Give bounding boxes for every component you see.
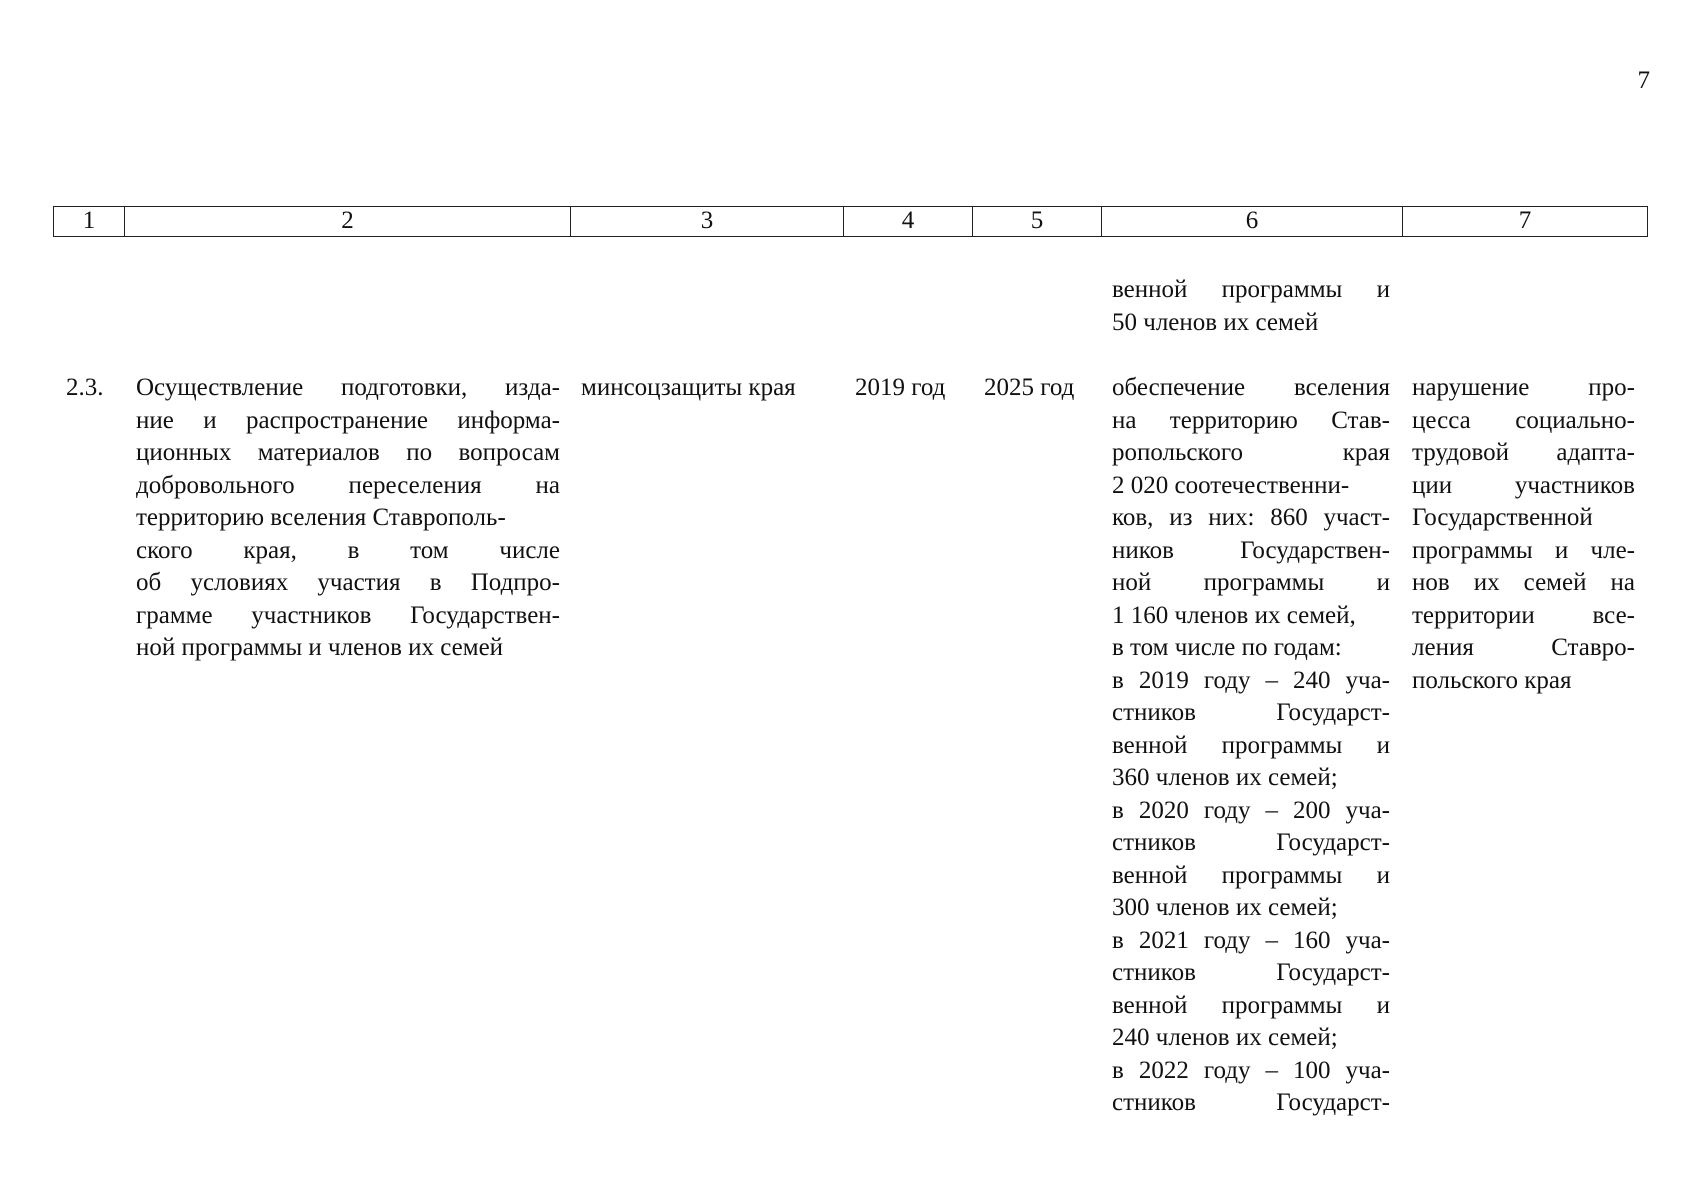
text-line: ропольского края <box>1112 439 1390 466</box>
text-line: грамме участников Государствен- <box>136 601 560 629</box>
text-line: Государственной <box>1412 504 1593 531</box>
text-line: ной программы и членов их семей <box>136 634 504 661</box>
text-line: ционных материалов по вопросам <box>136 439 560 466</box>
text-line: Осуществление подготовки, изда- <box>136 374 560 401</box>
text-line: ского края, в том числе <box>136 536 560 564</box>
end-year-cell: 2025 год <box>984 374 1075 401</box>
consequences-cell <box>1412 372 1635 697</box>
header-col-4: 4 <box>844 207 973 236</box>
text-line: об условиях участия в Подпро- <box>136 569 560 596</box>
activity-description-cell <box>136 372 560 665</box>
text-line: 50 членов их семей <box>1112 308 1319 336</box>
header-col-2: 2 <box>125 207 571 236</box>
text-line: венной программы и <box>1112 731 1390 759</box>
text-line: обеспечение вселения <box>1112 374 1390 401</box>
text-line: польского края <box>1412 666 1572 694</box>
start-year-cell: 2019 год <box>855 374 946 401</box>
header-col-1: 1 <box>54 207 125 236</box>
responsible-executor-cell: минсоцзащиты края <box>581 374 796 401</box>
header-col-5: 5 <box>973 207 1102 236</box>
text-line: 1 160 членов их семей, <box>1112 601 1356 629</box>
text-line: ние и распространение информа- <box>136 406 560 434</box>
text-line: 240 членов их семей; <box>1112 1024 1338 1051</box>
text-line: ников Государствен- <box>1112 536 1390 564</box>
text-line: в том числе по годам: <box>1112 634 1342 661</box>
header-col-3: 3 <box>571 207 844 236</box>
text-line: 300 членов их семей; <box>1112 894 1338 921</box>
text-line: в 2022 году – 100 уча- <box>1112 1056 1390 1084</box>
text-line: ции участников <box>1412 471 1635 499</box>
text-line: венной программы и <box>1112 861 1390 889</box>
text-line: стников Государст- <box>1112 1089 1390 1116</box>
text-line: в 2021 году – 160 уча- <box>1112 926 1390 954</box>
text-line: трудовой адапта- <box>1412 439 1635 466</box>
text-line: в 2019 году – 240 уча- <box>1112 666 1390 694</box>
row-number: 2.3. <box>66 374 104 401</box>
text-line: ков, из них: 860 участ- <box>1112 504 1390 531</box>
text-line: венной программы и <box>1112 276 1390 303</box>
text-line: 360 членов их семей; <box>1112 764 1338 791</box>
text-line: ной программы и <box>1112 569 1390 596</box>
text-line: стников Государст- <box>1112 829 1390 856</box>
text-line: в 2020 году – 200 уча- <box>1112 796 1390 824</box>
text-line: цесса социально- <box>1412 406 1635 434</box>
header-col-6: 6 <box>1102 207 1403 236</box>
text-line: добровольного переселения на <box>136 471 560 499</box>
text-line: венной программы и <box>1112 991 1390 1019</box>
text-line: 2 020 соотечественни- <box>1112 471 1350 499</box>
table-header-row <box>53 206 1648 237</box>
expected-result-cell <box>1112 372 1390 1120</box>
header-col-7: 7 <box>1518 207 1532 234</box>
text-line: стников Государст- <box>1112 699 1390 726</box>
page-number: 7 <box>1637 67 1650 94</box>
text-line: стников Государст- <box>1112 959 1390 986</box>
text-line: нов их семей на <box>1412 569 1635 596</box>
text-line: программы и чле- <box>1412 536 1635 564</box>
text-line: территорию вселения Ставрополь- <box>136 504 506 531</box>
text-line: на территорию Став- <box>1112 406 1390 434</box>
text-line: территории все- <box>1412 601 1635 629</box>
text-line: нарушение про- <box>1412 374 1635 401</box>
text-line: ления Ставро- <box>1412 634 1635 661</box>
continuation-cell-col6 <box>1112 274 1390 339</box>
